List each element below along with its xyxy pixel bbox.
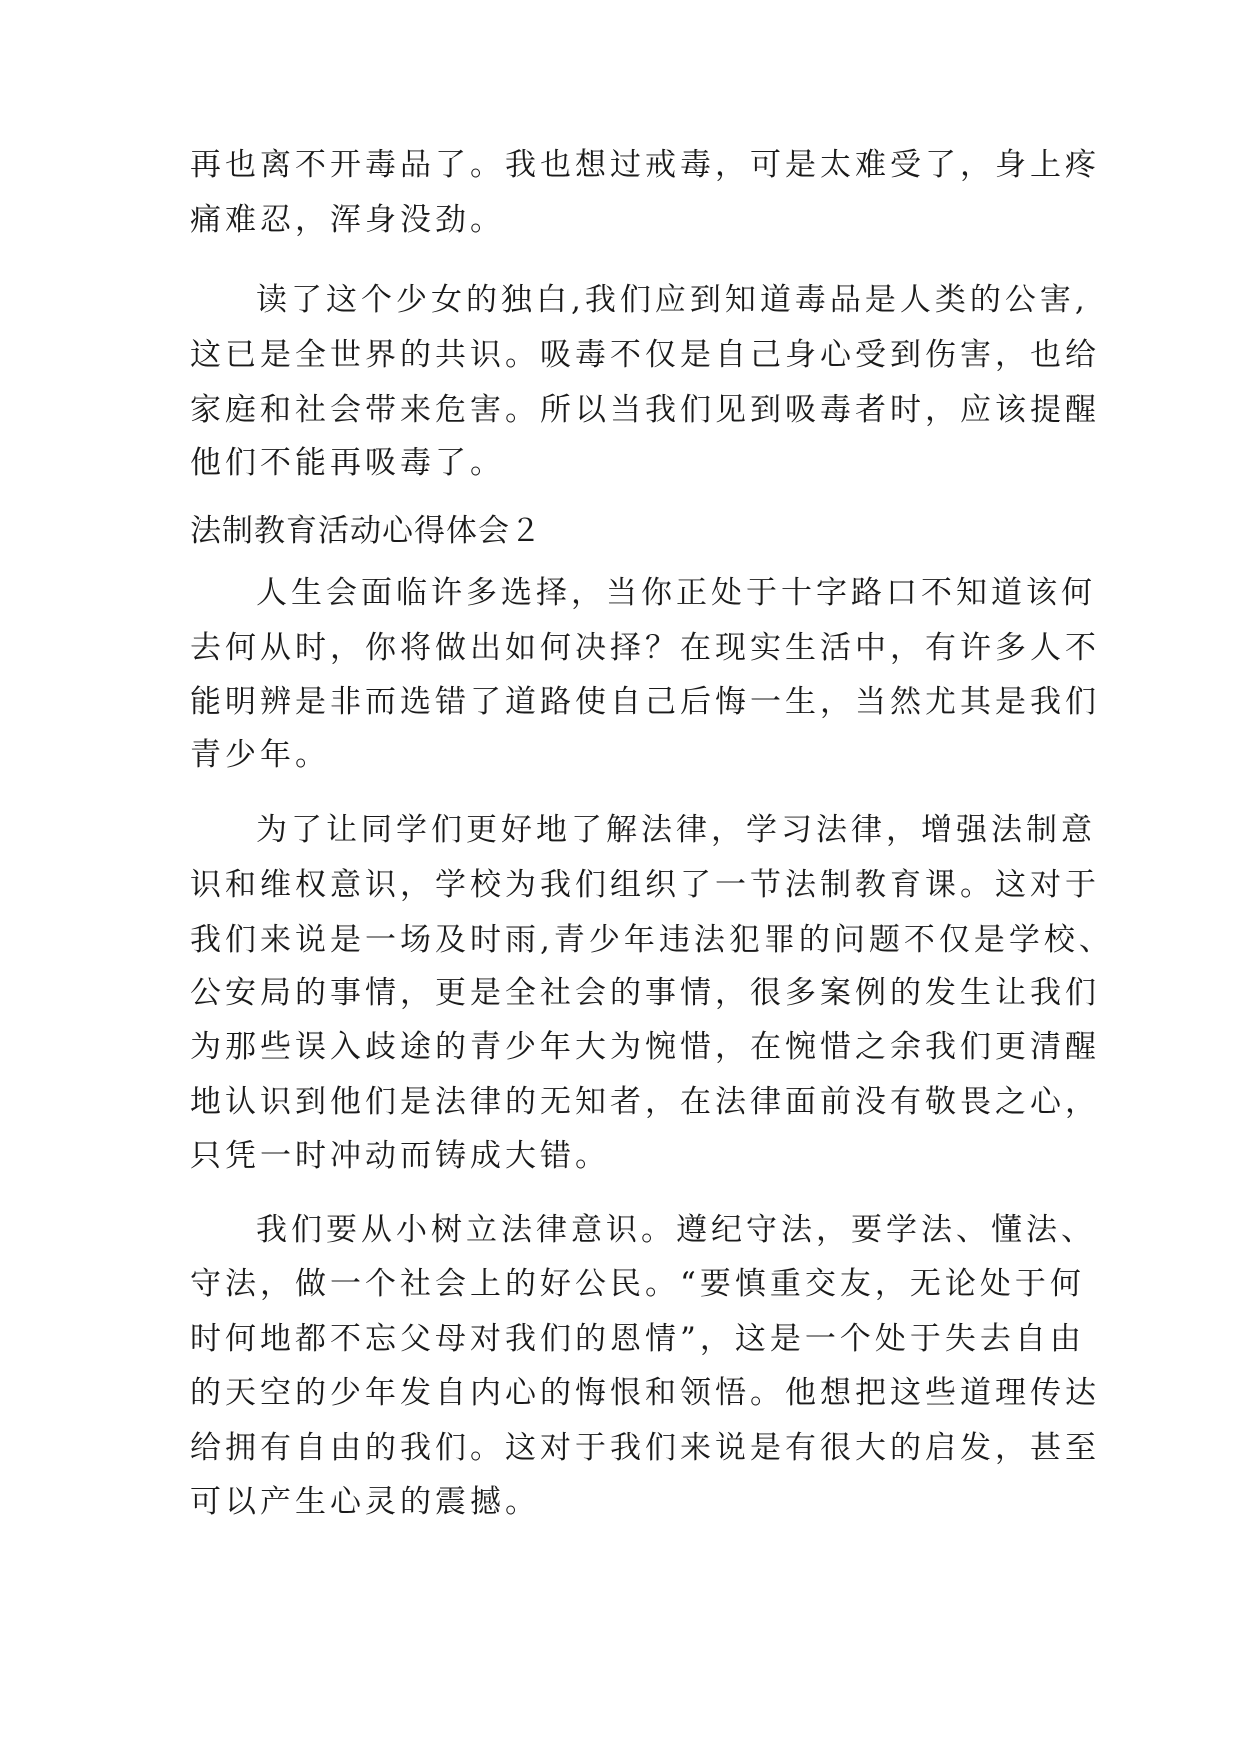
text-line: 这已是全世界的共识。吸毒不仅是自己身心受到伤害，也给 <box>190 337 1100 373</box>
paragraph-start: 人生会面临许多选择，当你正处于十字路口不知道该何 <box>256 575 1096 611</box>
text-line: 为那些误入歧途的青少年大为惋惜，在惋惜之余我们更清醒 <box>190 1029 1100 1065</box>
text-line: 家庭和社会带来危害。所以当我们见到吸毒者时，应该提醒 <box>190 392 1100 428</box>
text-line: 识和维权意识，学校为我们组织了一节法制教育课。这对于 <box>190 867 1100 903</box>
section-heading: 法制教育活动心得体会２ <box>190 513 542 549</box>
text-line: 能明辨是非而选错了道路使自己后悔一生，当然尤其是我们 <box>190 684 1100 720</box>
text-line: 时何地都不忘父母对我们的恩情”，这是一个处于失去自由 <box>190 1321 1085 1357</box>
text-line: 青少年。 <box>190 737 330 773</box>
text-line: 他们不能再吸毒了。 <box>190 445 505 481</box>
paragraph-start: 读了这个少女的独白,我们应到知道毒品是人类的公害, <box>256 282 1089 318</box>
text-line: 地认识到他们是法律的无知者，在法律面前没有敬畏之心， <box>190 1084 1100 1120</box>
text-line: 再也离不开毒品了。我也想过戒毒，可是太难受了，身上疼 <box>190 147 1100 183</box>
text-line: 守法，做一个社会上的好公民。“要慎重交友，无论处于何 <box>190 1266 1085 1302</box>
paragraph-start: 为了让同学们更好地了解法律，学习法律，增强法制意 <box>256 812 1096 848</box>
text-line: 只凭一时冲动而铸成大错。 <box>190 1138 610 1174</box>
paragraph-start: 我们要从小树立法律意识。遵纪守法，要学法、懂法、 <box>256 1212 1096 1248</box>
text-line: 我们来说是一场及时雨,青少年违法犯罪的问题不仅是学校、 <box>190 922 1114 958</box>
text-line: 痛难忍，浑身没劲。 <box>190 202 505 238</box>
text-line: 公安局的事情，更是全社会的事情，很多案例的发生让我们 <box>190 975 1100 1011</box>
text-line: 的天空的少年发自内心的悔恨和领悟。他想把这些道理传达 <box>190 1375 1100 1411</box>
text-line: 给拥有自由的我们。这对于我们来说是有很大的启发，甚至 <box>190 1430 1100 1466</box>
text-line: 可以产生心灵的震撼。 <box>190 1484 540 1520</box>
text-line: 去何从时，你将做出如何决择？在现实生活中，有许多人不 <box>190 630 1100 666</box>
